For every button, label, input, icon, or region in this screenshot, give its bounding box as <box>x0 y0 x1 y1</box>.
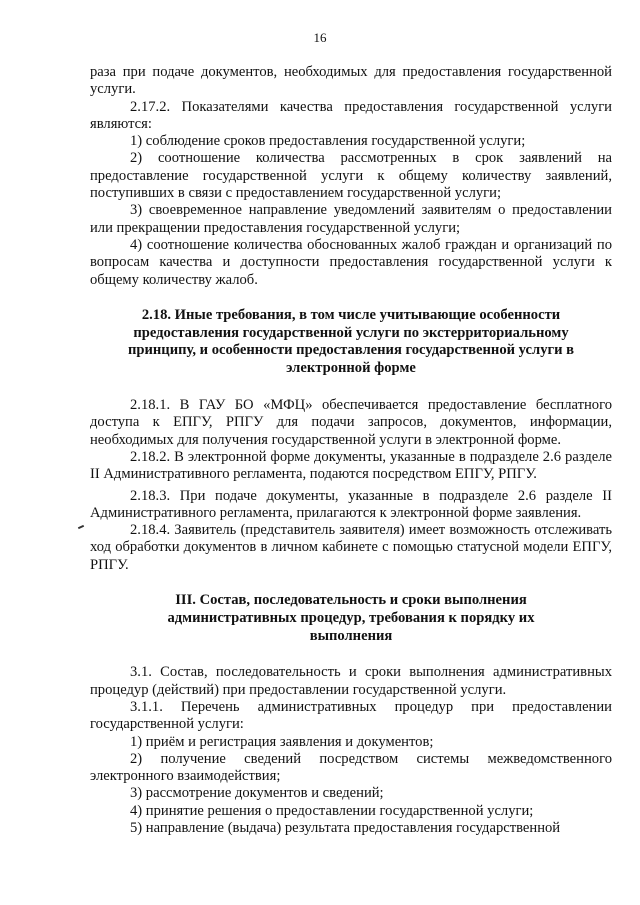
paragraph: 2.18.1. В ГАУ БО «МФЦ» обеспечивается предоставление бесплатного доступа к ЕПГУ, РПГУ для подачи запросов, документов, информации, необходимых для получения государственной услуги в электронной форме. <box>90 397 612 448</box>
document-body <box>90 64 612 837</box>
list-item: 5) направление (выдача) результата предоставления государственной <box>130 820 561 837</box>
paragraph: 3.1. Состав, последовательность и сроки выполнения административных процедур (действий) при предоставлении государственной услуги. <box>90 664 612 698</box>
section-heading-2-18: 2.18. Иные требования, в том числе учитывающие особенности предоставления государственной услуги по экстерриториальному принципу, и особенности предоставления государственной услуги в электронной форме <box>127 306 575 377</box>
paragraph: 2.18.3. При подаче документы, указанные в подразделе 2.6 разделе II Административного регламента, прилагаются к электронной форме заявления. <box>90 487 612 521</box>
list-item: 3) рассмотрение документов и сведений; <box>130 785 384 802</box>
list-item: 1) приём и регистрация заявления и документов; <box>130 733 434 750</box>
list-item: 2) соотношение количества рассмотренных в срок заявлений на предоставление государственной услуги к общему количеству заявлений, поступивших в связи с предоставлением государственной услуги; <box>90 150 612 202</box>
paragraph: 2.17.2. Показателями качества предоставления государственной услуги являются: <box>90 98 612 132</box>
list-item: 3) своевременное направление уведомлений заявителям о предоставлении или прекращении предоставления государственной услуги; <box>90 202 612 236</box>
page-number: 16 <box>313 30 327 45</box>
margin-mark <box>78 525 84 529</box>
section-heading-iii: III. Состав, последовательность и сроки выполнения административных процедур, требования к порядку их выполнения <box>167 592 535 644</box>
list-item: 4) принятие решения о предоставлении государственной услуги; <box>130 802 534 819</box>
list-item: 4) соотношение количества обоснованных жалоб граждан и организаций по вопросам качества и доступности предоставления государственной услуги к общему количеству жалоб. <box>90 236 612 288</box>
list-item: 1) соблюдение сроков предоставления государственной услуги; <box>130 133 526 150</box>
list-item: 2) получение сведений посредством системы межведомственного электронного взаимодействия; <box>90 750 612 785</box>
paragraph: 2.18.2. В электронной форме документы, указанные в подразделе 2.6 разделе II Административного регламента, подаются посредством ЕПГУ, РПГУ. <box>90 448 612 483</box>
paragraph: раза при подаче документов, необходимых для предоставления государственной услуги. <box>90 64 612 98</box>
paragraph: 2.18.4. Заявитель (представитель заявителя) имеет возможность отслеживать ход обработки документов в личном кабинете с помощью статусной модели ЕПГУ, РПГУ. <box>90 522 612 573</box>
paragraph: 3.1.1. Перечень административных процедур при предоставлении государственной услуги: <box>90 699 612 733</box>
